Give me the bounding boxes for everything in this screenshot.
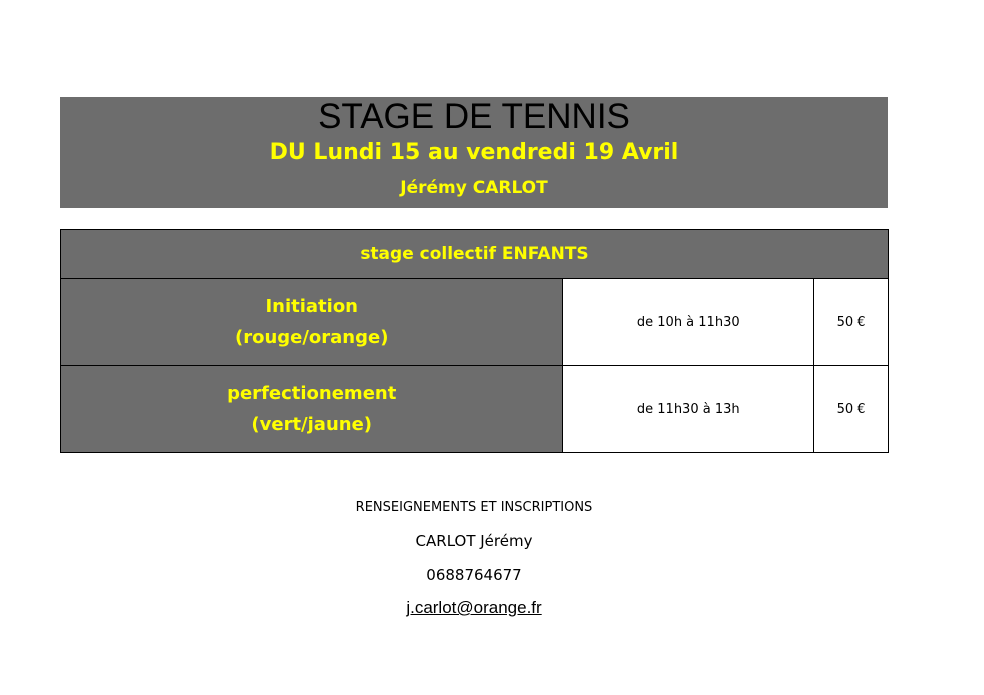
trainer-name: Jérémy CARLOT xyxy=(400,178,548,198)
level-colors: (rouge/orange) xyxy=(234,327,389,348)
schedule-table xyxy=(60,229,889,453)
hours-cell: de 11h30 à 13h xyxy=(563,366,814,453)
table-row xyxy=(61,279,889,366)
contact-email-link[interactable]: j.carlot@orange.fr xyxy=(406,598,542,617)
level-colors: (vert/jaune) xyxy=(251,414,373,435)
level-cell xyxy=(61,366,563,453)
table-header-row xyxy=(61,230,889,279)
table-heading: stage collectif ENFANTS xyxy=(61,230,889,279)
contact-name: CARLOT Jérémy xyxy=(415,532,533,550)
level-name: perfectionement xyxy=(227,383,397,404)
stage-dates: DU Lundi 15 au vendredi 19 Avril xyxy=(269,140,679,165)
contact-phone: 0688764677 xyxy=(426,566,522,584)
header-banner xyxy=(60,97,888,208)
page-title: STAGE DE TENNIS xyxy=(318,97,630,136)
hours-cell: de 10h à 11h30 xyxy=(563,279,814,366)
price-cell: 50 € xyxy=(814,279,889,366)
level-name: Initiation xyxy=(265,296,358,317)
level-cell xyxy=(61,279,563,366)
contact-email-line xyxy=(0,597,948,619)
price-cell: 50 € xyxy=(814,366,889,453)
table-row xyxy=(61,366,889,453)
contact-heading: RENSEIGNEMENTS ET INSCRIPTIONS xyxy=(355,500,593,515)
